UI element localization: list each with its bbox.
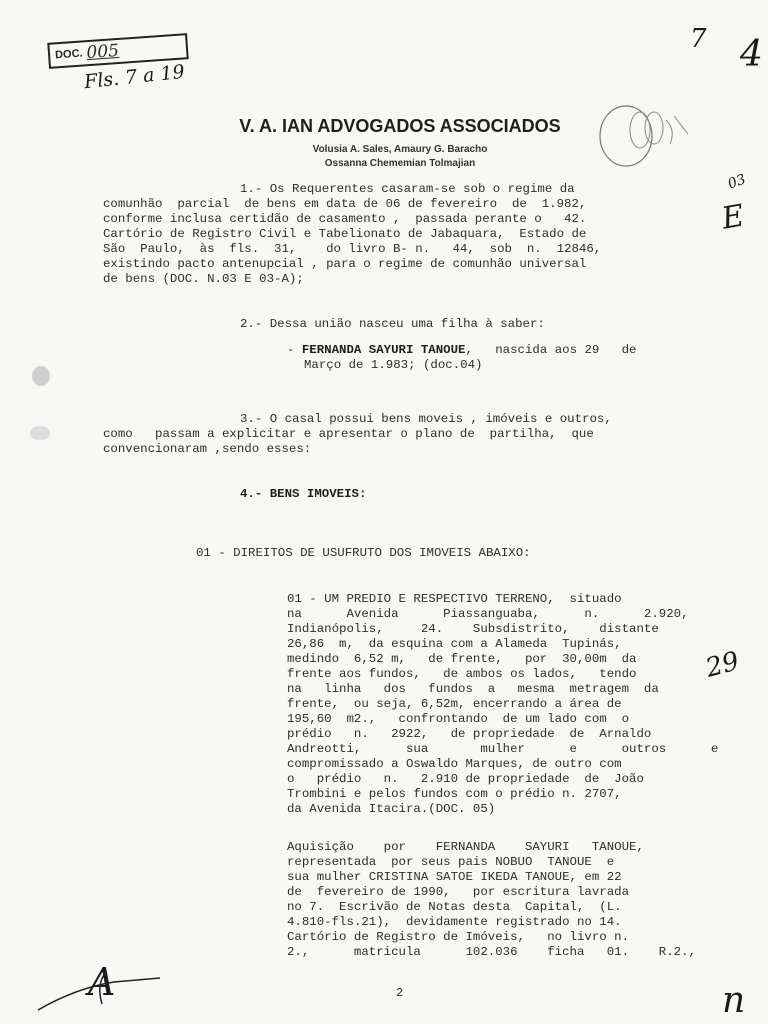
- acquisition-line: no 7. Escrivão de Notas desta Capital, (L.: [287, 900, 622, 914]
- punch-hole-mark: [32, 366, 50, 386]
- property-description-line: compromissado a Oswaldo Marques, de outro com: [287, 757, 622, 771]
- punch-hole-mark: [30, 426, 50, 440]
- acquisition-line: Aquisição por FERNANDA SAYURI TANOUE,: [287, 840, 644, 854]
- property-description-line: 26,86 m, da esquina com a Alameda Tupinás,: [287, 637, 622, 651]
- acquisition-line: de fevereiro de 1990, por escritura lavrada: [287, 885, 630, 899]
- page-title: V. A. IAN ADVOGADOS ASSOCIADOS: [239, 116, 561, 136]
- paragraph-1-line: 1.- Os Requerentes casaram-se sob o regime da: [240, 182, 575, 196]
- paragraph-3-line: como passam a explicitar e apresentar o plano de partilha, que: [103, 427, 594, 441]
- handwritten-mark-03: 03: [725, 171, 749, 193]
- property-description-line: frente aos fundos, de ambos os lados, tendo: [287, 667, 637, 681]
- handwritten-fls-note: Fls. 7 a 19: [83, 60, 186, 94]
- paragraph-3-line: convencionaram ,sendo esses:: [103, 442, 312, 456]
- header-names-line2: Ossanna Chememian Tolmajian: [324, 158, 476, 169]
- paragraph-2: 2.- Dessa união nasceu uma filha à saber:: [240, 317, 545, 331]
- header-names-line1: Volusia A. Sales, Amaury G. Baracho: [312, 144, 488, 155]
- acquisition-line: 4.810-fls.21), devidamente registrado no 14.: [287, 915, 622, 929]
- property-description-line: na linha dos fundos a mesma metragem da: [287, 682, 659, 696]
- handwritten-signature-right: n: [722, 980, 746, 1021]
- paragraph-1-line: comunhão parcial de bens em data de 06 de fevereiro de 1.982,: [103, 197, 587, 211]
- paragraph-1-line: São Paulo, às fls. 31, do livro B- n. 44, sob n. 12846,: [103, 242, 602, 256]
- property-description-line: medindo 6,52 m, de frente, por 30,00m da: [287, 652, 637, 666]
- handwritten-mark-4: 4: [740, 34, 763, 75]
- acquisition-line: sua mulher CRISTINA SATOE IKEDA TANOUE, em 22: [287, 870, 622, 884]
- paragraph-2-child-line2: Março de 1.983; (doc.04): [304, 358, 483, 372]
- property-description-line: Trombini e pelos fundos com o prédio n. 2707,: [287, 787, 622, 801]
- property-description-line: 01 - UM PREDIO E RESPECTIVO TERRENO, situado: [287, 592, 622, 606]
- paragraph-2-child-line: [287, 343, 637, 359]
- acquisition-line: representada por seus pais NOBUO TANOUE e: [287, 855, 615, 869]
- doc-stamp-label: DOC.: [54, 47, 84, 62]
- property-description-line: o prédio n. 2.910 de propriedade de João: [287, 772, 644, 786]
- child-birth-text: , nascida aos 29 de: [465, 343, 637, 357]
- handwritten-mark-7: 7: [690, 24, 707, 54]
- paragraph-1-line: Cartório de Registro Civil e Tabelionato de Jabaquara, Estado de: [103, 227, 587, 241]
- item-heading-usufruto: 01 - DIREITOS DE USUFRUTO DOS IMOVEIS ABAIXO:: [196, 546, 531, 560]
- property-description-line: prédio n. 2922, de propriedade de Arnaldo: [287, 727, 652, 741]
- handwritten-signature-left: A: [88, 960, 116, 1004]
- property-description-line: 195,60 m2., confrontando de um lado com o: [287, 712, 630, 726]
- property-description-line: na Avenida Piassanguaba, n. 2.920,: [287, 607, 689, 621]
- page-number: 2: [396, 986, 404, 1000]
- dash-mark: -: [287, 343, 295, 357]
- handwritten-mark-e: E: [719, 198, 747, 237]
- paragraph-1-line: conforme inclusa certidão de casamento , passada perante o 42.: [103, 212, 587, 226]
- doc-stamp-number: 005: [85, 40, 120, 64]
- paragraph-1-line: existindo pacto antenupcial , para o regime de comunhão universal: [103, 257, 587, 271]
- acquisition-line: 2., matricula 102.036 ficha 01. R.2.,: [287, 945, 696, 959]
- property-description-line: da Avenida Itacira.(DOC. 05): [287, 802, 496, 816]
- signature-stroke-icon: [36, 964, 166, 1014]
- paragraph-3-line: 3.- O casal possui bens moveis , imóveis e outros,: [240, 412, 612, 426]
- property-description-line: Andreotti, sua mulher e outros e: [287, 742, 719, 756]
- section-heading-bens-imoveis: 4.- BENS IMOVEIS:: [240, 487, 367, 501]
- property-description-line: frente, ou seja, 6,52m, encerrando a área de: [287, 697, 622, 711]
- child-name: FERNANDA SAYURI TANOUE: [301, 343, 466, 357]
- paragraph-1-line: de bens (DOC. N.03 E 03-A);: [103, 272, 304, 286]
- property-description-line: Indianópolis, 24. Subsdistrito, distante: [287, 622, 659, 636]
- handwritten-mark-29: 29: [702, 646, 743, 684]
- acquisition-line: Cartório de Registro de Imóveis, no livro n.: [287, 930, 630, 944]
